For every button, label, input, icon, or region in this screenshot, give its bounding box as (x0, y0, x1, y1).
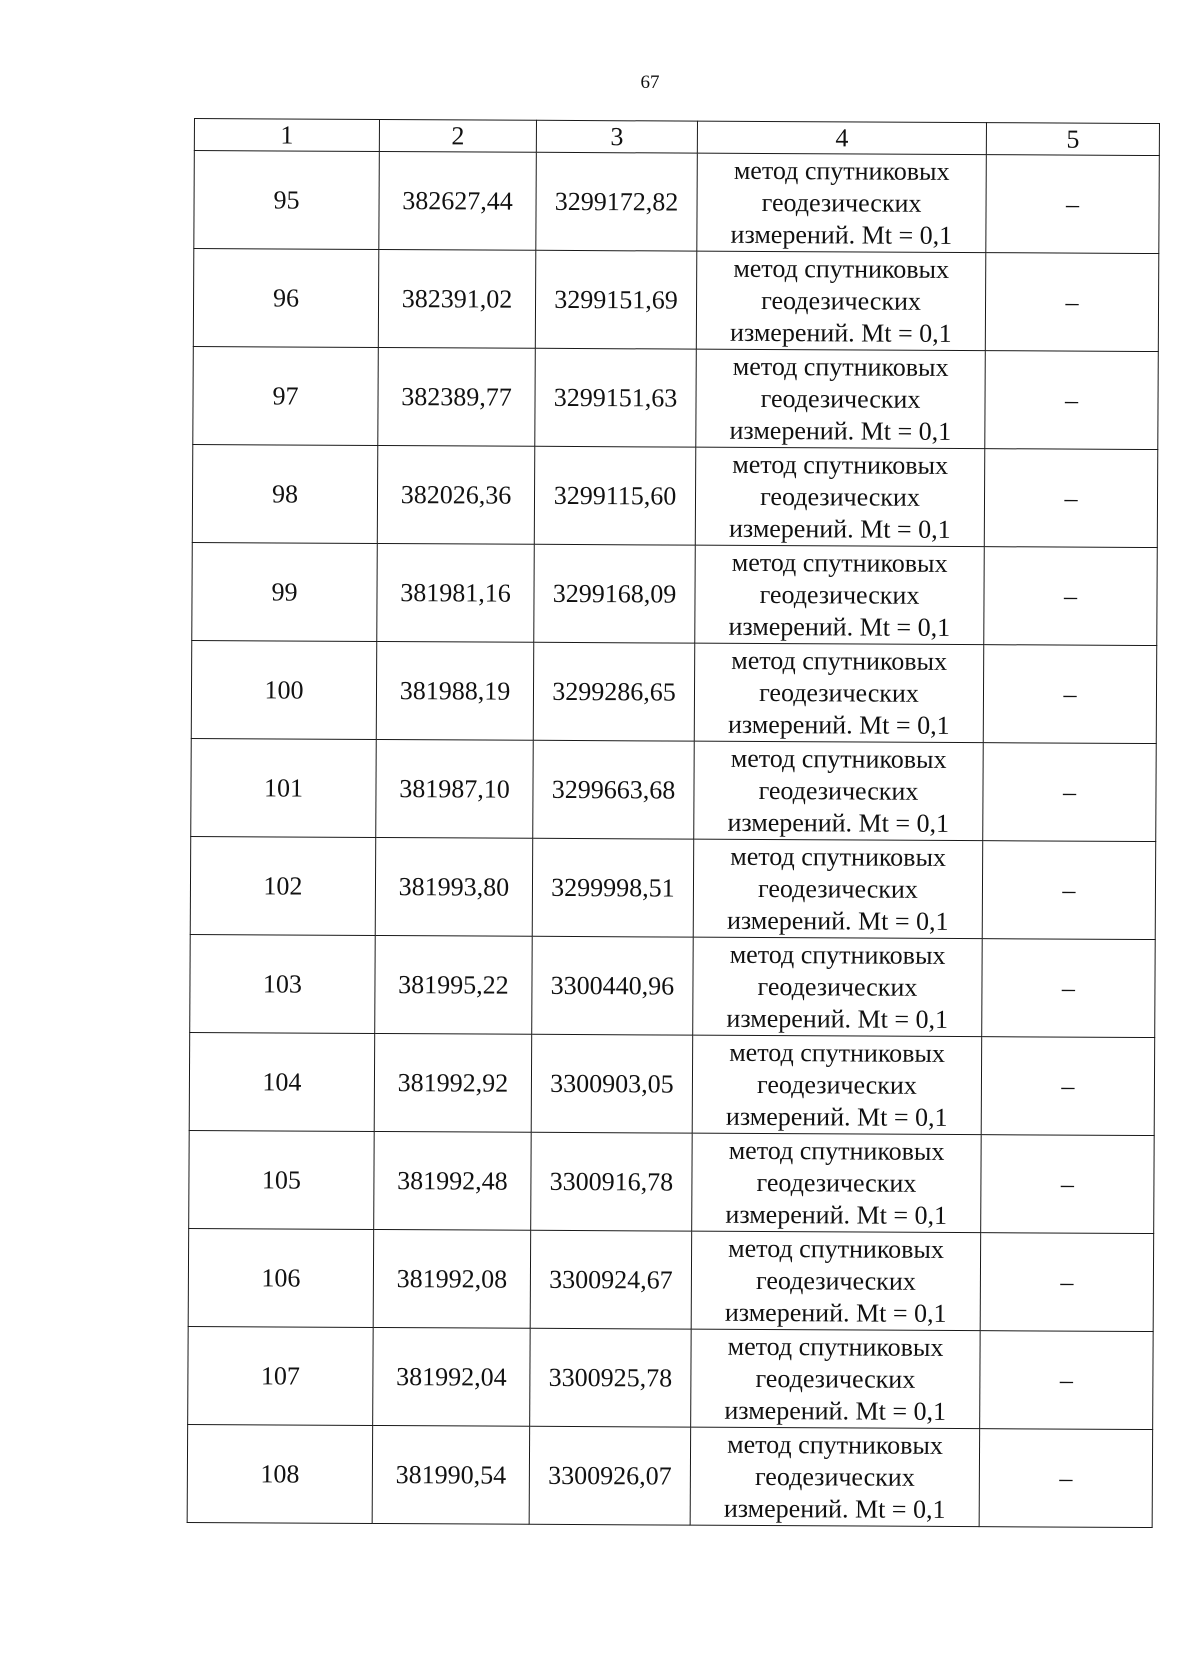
note-cell: – (984, 547, 1158, 646)
x-coordinate-cell: 382627,44 (379, 151, 537, 250)
y-coordinate-cell: 3300926,07 (529, 1426, 691, 1525)
method-line: геодезических (755, 1265, 916, 1296)
method-cell (693, 839, 983, 939)
method-line: измерений. Mt = 0,1 (729, 415, 952, 446)
method-cell (694, 741, 984, 841)
table-row (194, 151, 1159, 254)
method-line: метод спутниковых (727, 1429, 943, 1460)
method-line: геодезических (759, 579, 920, 610)
x-coordinate-cell: 381993,80 (375, 837, 533, 936)
y-coordinate-cell: 3300916,78 (531, 1132, 693, 1231)
note-cell: – (981, 1037, 1155, 1136)
table-row (188, 1326, 1153, 1429)
method-cell (691, 1231, 981, 1331)
x-coordinate-cell: 381992,04 (373, 1327, 531, 1426)
x-coordinate-cell: 382026,36 (377, 445, 535, 544)
method-line: измерений. Mt = 0,1 (726, 1003, 949, 1034)
method-line: геодезических (760, 383, 921, 414)
x-coordinate-cell: 381995,22 (375, 935, 533, 1034)
method-line: измерений. Mt = 0,1 (724, 1297, 947, 1328)
method-cell (691, 1329, 981, 1429)
point-number-cell: 104 (189, 1032, 375, 1131)
note-cell: – (984, 449, 1158, 548)
method-line: геодезических (761, 187, 922, 218)
y-coordinate-cell: 3299151,63 (535, 348, 697, 447)
method-line: измерений. Mt = 0,1 (730, 219, 953, 250)
header-col-4: 4 (697, 121, 986, 155)
point-number-cell: 101 (191, 738, 377, 837)
method-cell (695, 447, 985, 547)
method-line: измерений. Mt = 0,1 (725, 1101, 948, 1132)
y-coordinate-cell: 3299151,69 (535, 250, 697, 349)
table-row (190, 836, 1155, 939)
point-number-cell: 105 (189, 1130, 375, 1229)
method-line: метод спутниковых (728, 1135, 945, 1166)
method-cell (697, 153, 987, 253)
x-coordinate-cell: 382389,77 (378, 347, 536, 446)
method-line: измерений. Mt = 0,1 (725, 1199, 948, 1230)
table-row (190, 934, 1155, 1037)
method-line: метод спутниковых (728, 1233, 945, 1264)
header-col-3: 3 (536, 120, 697, 153)
point-number-cell: 99 (192, 542, 378, 641)
method-line: измерений. Mt = 0,1 (729, 317, 952, 348)
x-coordinate-cell: 381981,16 (377, 543, 535, 642)
x-coordinate-cell: 381992,48 (374, 1131, 532, 1230)
method-line: геодезических (754, 1461, 915, 1492)
method-cell (696, 349, 986, 449)
note-cell: – (982, 939, 1156, 1038)
method-line: метод спутниковых (730, 841, 947, 872)
table-row (192, 542, 1157, 645)
note-cell: – (980, 1233, 1154, 1332)
y-coordinate-cell: 3299663,68 (533, 740, 695, 839)
method-cell (696, 251, 986, 351)
method-line: геодезических (759, 677, 919, 708)
point-number-cell: 107 (188, 1326, 374, 1425)
point-number-cell: 96 (193, 249, 379, 348)
table-row (191, 738, 1156, 841)
point-number-cell: 95 (194, 151, 380, 250)
method-cell (695, 545, 985, 645)
y-coordinate-cell: 3299115,60 (534, 446, 696, 545)
x-coordinate-cell: 381992,92 (374, 1033, 532, 1132)
method-line: метод спутниковых (731, 645, 948, 676)
method-line: измерений. Mt = 0,1 (727, 807, 950, 838)
method-cell (690, 1427, 980, 1527)
method-line: геодезических (756, 1069, 917, 1100)
method-cell (692, 1133, 982, 1233)
method-line: геодезических (761, 285, 921, 316)
point-number-cell: 103 (190, 934, 376, 1033)
y-coordinate-cell: 3300440,96 (532, 936, 694, 1035)
table-row (191, 640, 1156, 743)
method-line: геодезических (760, 481, 920, 512)
note-cell: – (982, 841, 1156, 940)
table-row (189, 1032, 1154, 1135)
method-line: метод спутниковых (733, 155, 950, 186)
table-body (187, 151, 1159, 1528)
header-col-2: 2 (379, 119, 536, 152)
y-coordinate-cell: 3300925,78 (530, 1328, 692, 1427)
method-line: измерений. Mt = 0,1 (723, 1493, 946, 1524)
x-coordinate-cell: 382391,02 (378, 249, 536, 348)
method-line: измерений. Mt = 0,1 (727, 709, 950, 740)
point-number-cell: 102 (190, 836, 376, 935)
method-line: метод спутниковых (732, 449, 949, 480)
note-cell: – (985, 351, 1159, 450)
method-line: метод спутниковых (730, 743, 947, 774)
note-cell: – (983, 743, 1157, 842)
note-cell: – (983, 645, 1157, 744)
y-coordinate-cell: 3300903,05 (531, 1034, 693, 1133)
note-cell: – (980, 1331, 1154, 1430)
point-number-cell: 106 (188, 1228, 374, 1327)
x-coordinate-cell: 381992,08 (373, 1229, 531, 1328)
method-line: метод спутниковых (729, 939, 946, 970)
header-col-5: 5 (986, 123, 1159, 156)
table-row (187, 1424, 1152, 1527)
table-row (192, 444, 1157, 547)
table-row (189, 1130, 1154, 1233)
method-line: метод спутниковых (727, 1331, 944, 1362)
method-line: измерений. Mt = 0,1 (724, 1395, 947, 1426)
method-line: геодезических (758, 775, 919, 806)
method-line: геодезических (756, 1167, 917, 1198)
x-coordinate-cell: 381987,10 (376, 739, 534, 838)
point-number-cell: 98 (192, 444, 378, 543)
table-row (193, 346, 1158, 449)
y-coordinate-cell: 3299168,09 (534, 544, 696, 643)
header-row (194, 119, 1159, 156)
method-cell (694, 643, 984, 743)
note-cell: – (985, 253, 1159, 352)
point-number-cell: 100 (191, 640, 377, 739)
x-coordinate-cell: 381988,19 (376, 641, 534, 740)
method-line: измерений. Mt = 0,1 (728, 611, 951, 642)
point-number-cell: 108 (187, 1424, 373, 1523)
table-row (193, 249, 1158, 352)
note-cell: – (986, 155, 1160, 254)
note-cell: – (979, 1429, 1153, 1528)
table-header (194, 119, 1159, 156)
y-coordinate-cell: 3299172,82 (536, 152, 698, 251)
header-col-1: 1 (194, 119, 379, 152)
page-number: 67 (640, 72, 660, 93)
method-line: измерений. Mt = 0,1 (728, 513, 951, 544)
method-cell (692, 1035, 982, 1135)
y-coordinate-cell: 3299998,51 (532, 838, 694, 937)
method-line: метод спутниковых (729, 1037, 946, 1068)
method-line: метод спутниковых (731, 547, 948, 578)
coordinates-table (187, 118, 1160, 1528)
method-line: метод спутниковых (733, 253, 950, 284)
method-line: геодезических (757, 971, 918, 1002)
method-line: геодезических (758, 873, 918, 904)
method-line: измерений. Mt = 0,1 (726, 905, 949, 936)
method-line: геодезических (755, 1363, 916, 1394)
table-row (188, 1228, 1153, 1331)
method-cell (693, 937, 983, 1037)
y-coordinate-cell: 3299286,65 (533, 642, 695, 741)
y-coordinate-cell: 3300924,67 (530, 1230, 692, 1329)
note-cell: – (981, 1135, 1155, 1234)
x-coordinate-cell: 381990,54 (372, 1425, 530, 1524)
point-number-cell: 97 (193, 346, 379, 445)
method-line: метод спутниковых (732, 351, 949, 382)
